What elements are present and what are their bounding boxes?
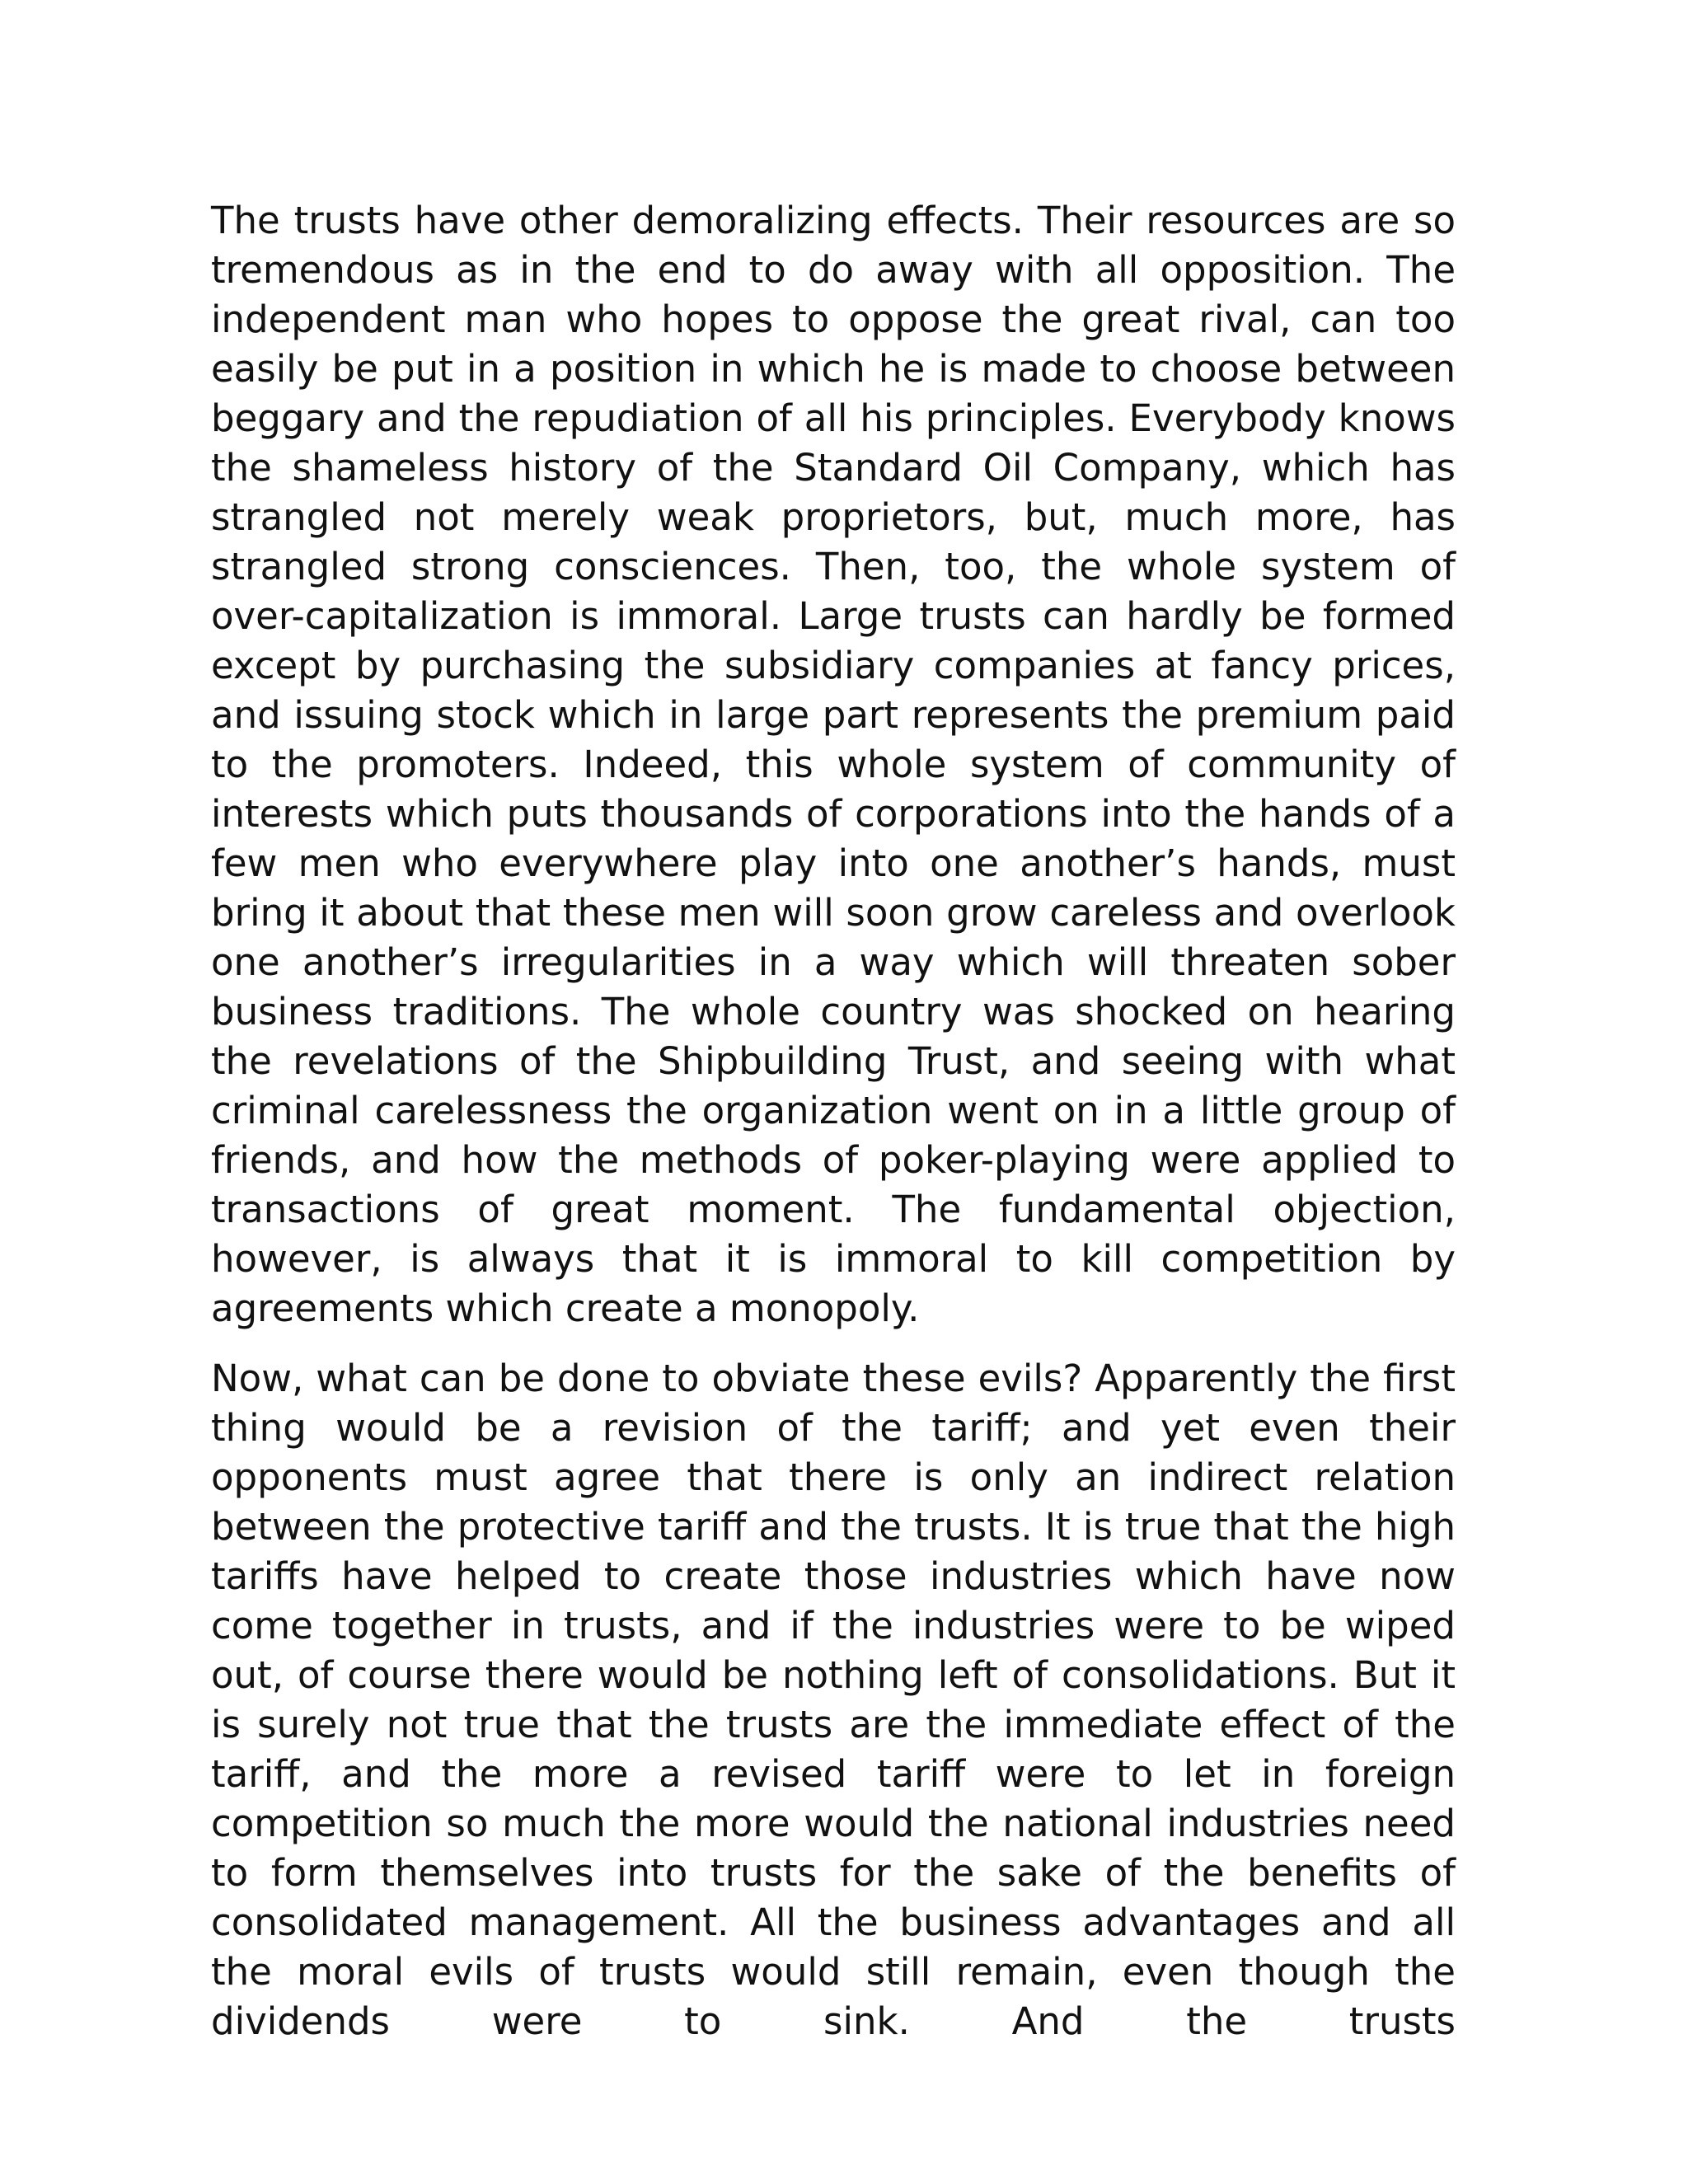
paragraph-trusts-demoralizing: The trusts have other demoralizing effects. Their resources are so tremendous as in the end to do away with all opposition. The independent man who hopes to oppose the great rival, can too easily be put in a position in which he is made to choose between beggary and the repudiation of all his principles. Everybody knows the shameless history of the Standard Oil Company, which has strangled not merely weak proprietors, but, much more, has strangled strong consciences. Then, too, the whole system of over-capitalization is immoral. Large trusts can hardly be formed except by purchasing the subsidiary companies at fancy prices, and issuing stock which in large part represents the premium paid to the promoters. Indeed, this whole system of community of interests which puts thousands of corporations into the hands of a few men who everywhere play into one another’s hands, must bring it about that these men will soon grow careless and overlook one another’s irregularities in a way which will threaten sober business traditions. The whole country was shocked on hearing the revelations of the Shipbuilding Trust, and seeing with what criminal carelessness the organization went on in a little group of friends, and how the methods of poker-playing were applied to transactions of great moment. The fundamental objection, however, is always that it is immoral to kill competition by agreements which create a monopoly. bbox=[211, 199, 1456, 1330]
document-page bbox=[211, 196, 1456, 2046]
paragraph-tariff-revision: Now, what can be done to obviate these evils? Apparently the first thing would be a revision of the tariff; and yet even their opponents must agree that there is only an indirect relation between the protective tariff and the trusts. It is true that the high tariffs have helped to create those industries which have now come together in trusts, and if the industries were to be wiped out, of course there would be nothing left of consolidations. But it is surely not true that the trusts are the immediate effect of the tariff, and the more a revised tariff were to let in foreign competition so much the more would the national industries need to form themselves into trusts for the sake of the benefits of consolidated management. All the business advantages and all the moral evils of trusts would still remain, even though the dividends were to sink. And the trusts bbox=[211, 1357, 1456, 2043]
